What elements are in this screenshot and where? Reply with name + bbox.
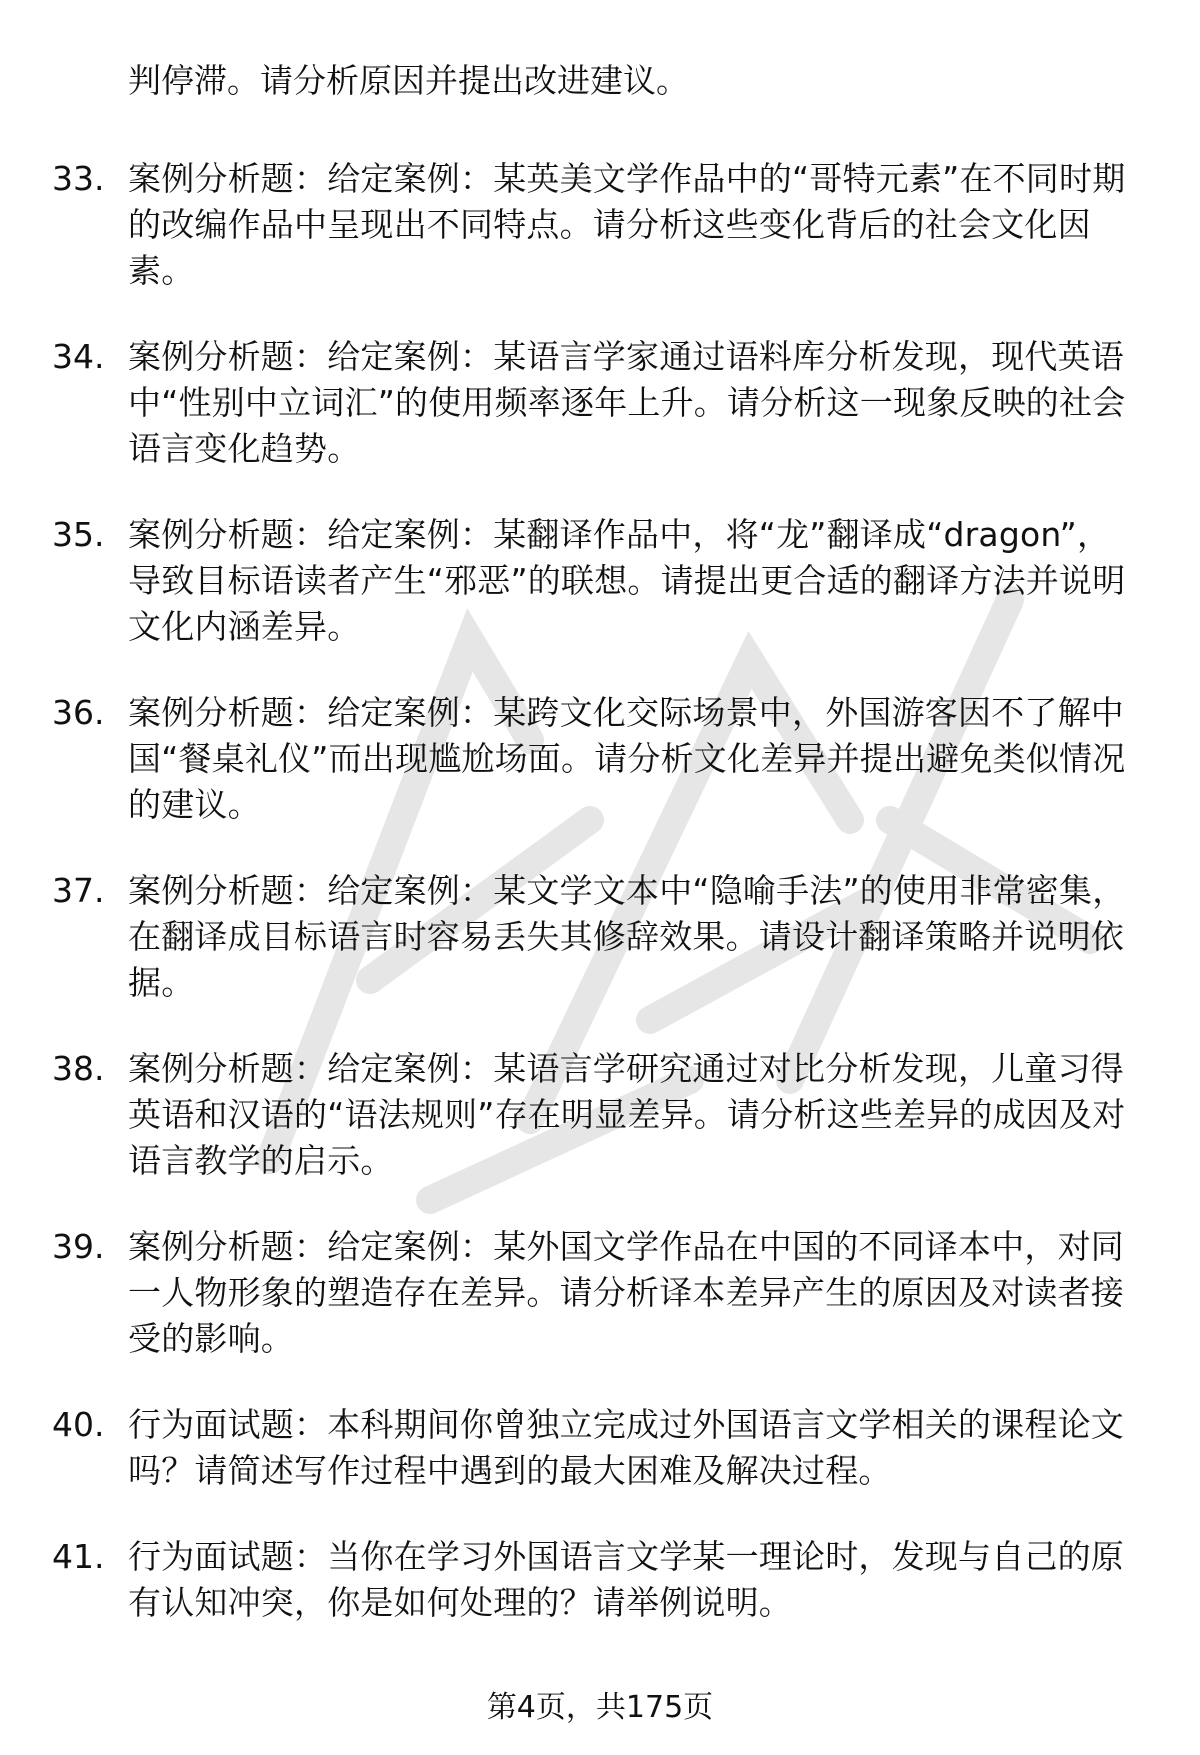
question-item <box>52 156 1152 294</box>
question-text: 行为面试题：当你在学习外国语言文学某一理论时，发现与自己的原有认知冲突，你是如何处理的？请举例说明。 <box>128 1537 1124 1622</box>
question-item <box>52 868 1152 1006</box>
question-item <box>52 1534 1152 1626</box>
question-number: 33. <box>52 159 105 198</box>
question-text: 案例分析题：给定案例：某文学文本中“隐喻手法”的使用非常密集，在翻译成目标语言时容易丢失其修辞效果。请设计翻译策略并说明依据。 <box>128 871 1126 1002</box>
question-text: 案例分析题：给定案例：某翻译作品中，将“龙”翻译成“dragon”，导致目标语读者产生“邪恶”的联想。请提出更合适的翻译方法并说明文化内涵差异。 <box>128 515 1126 646</box>
question-text: 案例分析题：给定案例：某外国文学作品在中国的不同译本中，对同一人物形象的塑造存在差异。请分析译本差异产生的原因及对读者接受的影响。 <box>128 1227 1124 1358</box>
question-number: 38. <box>52 1049 105 1088</box>
question-item <box>52 1224 1152 1362</box>
question-number: 34. <box>52 337 105 376</box>
question-item <box>52 512 1152 650</box>
question-item <box>52 690 1152 828</box>
page-footer: 第4页，共175页 <box>486 1690 714 1725</box>
question-number: 36. <box>52 693 105 732</box>
question-number: 35. <box>52 515 105 554</box>
question-number: 37. <box>52 871 105 910</box>
question-number: 41. <box>52 1537 105 1576</box>
question-list <box>52 58 1152 1666</box>
question-text: 案例分析题：给定案例：某英美文学作品中的“哥特元素”在不同时期的改编作品中呈现出不同特点。请分析这些变化背后的社会文化因素。 <box>128 159 1126 290</box>
question-text: 行为面试题：本科期间你曾独立完成过外国语言文学相关的课程论文吗？请简述写作过程中遇到的最大困难及解决过程。 <box>128 1405 1124 1490</box>
question-number: 40. <box>52 1405 105 1444</box>
question-text: 案例分析题：给定案例：某语言学家通过语料库分析发现，现代英语中“性别中立词汇”的使用频率逐年上升。请分析这一现象反映的社会语言变化趋势。 <box>128 337 1126 468</box>
question-text: 案例分析题：给定案例：某语言学研究通过对比分析发现，儿童习得英语和汉语的“语法规则”存在明显差异。请分析这些差异的成因及对语言教学的启示。 <box>128 1049 1126 1180</box>
question-text: 案例分析题：给定案例：某跨文化交际场景中，外国游客因不了解中国“餐桌礼仪”而出现尴尬场面。请分析文化差异并提出避免类似情况的建议。 <box>128 693 1126 824</box>
continuation-text: 判停滞。请分析原因并提出改进建议。 <box>128 61 689 100</box>
question-item <box>52 1046 1152 1184</box>
question-item <box>52 1402 1152 1494</box>
question-number: 39. <box>52 1227 105 1266</box>
question-item <box>52 334 1152 472</box>
